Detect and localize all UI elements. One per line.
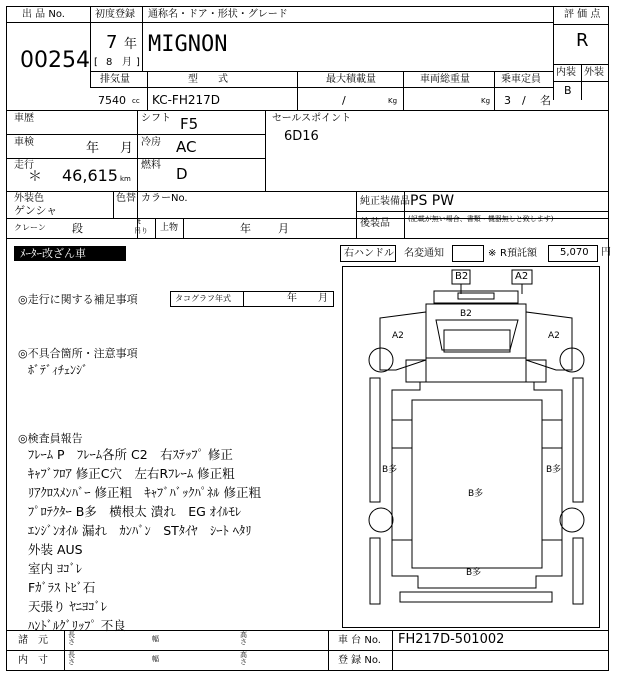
aftermarket-note: (記載が無い場合、書類・機器無しと致します): [408, 215, 554, 223]
damage-b-many-right: B多: [546, 465, 562, 475]
defects-text: ﾎﾞﾃﾞｨﾁｪﾝｼﾞ: [28, 363, 89, 377]
ext-color-label: 外装色: [14, 193, 44, 204]
inspection-label: 車検: [14, 137, 34, 148]
model-name-label: 通称名・ドア・形状・グレード: [148, 9, 288, 20]
divider: [64, 630, 65, 671]
shift-label: シフト: [141, 113, 171, 124]
r-deposit-amount: 5,070: [560, 247, 589, 258]
divider: [90, 71, 553, 72]
damage-a2-left: A2: [392, 331, 404, 341]
inspection-month: 月: [120, 141, 134, 156]
max-load-label: 最大積載量: [326, 74, 376, 85]
fuel-label: 燃料: [141, 160, 161, 171]
width-label: 幅: [152, 635, 159, 643]
first-reg-year: 7: [106, 32, 118, 53]
divider: [392, 630, 393, 671]
inspector-line: ｷｬﾌﾞﾌﾛｱ 修正C穴 左右Rﾌﾚｰﾑ 修正粗: [28, 466, 235, 481]
crane-hanging: 吊り: [134, 227, 148, 235]
damage-a2-right: A2: [548, 331, 560, 341]
tacho-label: タコグラフ年式: [175, 294, 231, 303]
inspector-line: ﾊﾝﾄﾞﾙｸﾞﾘｯﾌﾟ 不良: [28, 618, 126, 633]
reg-label: 登 録 No.: [338, 655, 381, 666]
inspector-title: ◎検査員報告: [18, 432, 83, 445]
meter-tamper-badge: ﾒｰﾀｰ改ざん車: [14, 246, 126, 261]
inspector-line: Fｶﾞﾗｽ ﾄﾋﾞ石: [28, 580, 96, 595]
std-equip: PS PW: [410, 193, 455, 209]
divider: [6, 158, 265, 159]
first-reg-month-bracket-close: ]: [136, 57, 140, 68]
rust-label: ※: [488, 248, 497, 259]
inspector-line: 天張り ﾔﾆﾖｺﾞﾚ: [28, 599, 107, 614]
divider: [6, 110, 609, 111]
ac-label: 冷房: [141, 137, 161, 148]
divider: [142, 6, 143, 71]
divider: [494, 71, 495, 110]
inspector-line: ﾘｱｸﾛｽﾒﾝﾊﾞｰ 修正粗 ｷｬﾌﾞﾊﾞｯｸﾊﾟﾈﾙ 修正粗: [28, 485, 261, 500]
color-no-label: カラーNo.: [141, 193, 188, 204]
damage-b2-cab: B2: [460, 309, 472, 319]
dimensions-label: 諸 元: [18, 635, 48, 646]
damage-b2-top: B2: [455, 271, 469, 282]
divider: [6, 650, 609, 651]
first-reg-month-bracket: [: [94, 57, 98, 68]
mileage-label: 走行: [14, 160, 34, 171]
divider: [553, 24, 609, 25]
shift-value: F5: [180, 115, 199, 133]
divider: [581, 64, 582, 100]
aftermarket-label: 後装品: [360, 218, 390, 229]
inspector-line: ﾌﾚｰﾑ P ﾌﾚｰﾑ各所 C2 右ｽﾃｯﾌﾟ 修正: [28, 447, 233, 462]
interior-grade: B: [564, 84, 572, 97]
height-label: 高さ: [240, 631, 247, 646]
divider: [90, 6, 91, 88]
sales-point-label: セールスポイント: [272, 113, 352, 124]
tacho-month: 月: [318, 293, 328, 304]
upper-month: 月: [278, 222, 289, 235]
chassis-label: 車 台 No.: [338, 635, 381, 646]
first-reg-year-unit: 年: [124, 37, 138, 52]
exterior-grade-label: 外装: [584, 67, 604, 78]
grade-value: R: [576, 30, 589, 51]
inspector-line: 室内 ﾖｺﾞﾚ: [28, 561, 82, 576]
first-reg-month-unit: 月: [122, 57, 132, 68]
sales-point: 6D16: [284, 129, 319, 144]
capacity-slash: /: [522, 94, 526, 107]
max-load-slash: /: [342, 94, 346, 107]
history-label: 車歴: [14, 113, 34, 124]
r-deposit-label: R預託額: [500, 248, 537, 259]
interior-width-label: 幅: [152, 655, 159, 663]
capacity-value: 3: [504, 94, 511, 107]
upper-label: 上物: [160, 223, 179, 233]
inspector-line: 外装 AUS: [28, 542, 83, 557]
model-code: KC-FH217D: [152, 93, 220, 107]
capacity-label: 乗車定員: [501, 74, 541, 85]
name-change-box: [452, 245, 484, 262]
crane-tonnage: t: [138, 218, 141, 226]
length-label: 長さ: [68, 631, 75, 646]
damage-b-many-center: B多: [468, 489, 484, 499]
divider: [553, 81, 609, 82]
divider: [6, 191, 609, 192]
mileage-value: 46,615: [62, 166, 118, 185]
divider: [6, 22, 90, 23]
damage-b-many-left: B多: [382, 465, 398, 475]
divider: [403, 71, 404, 110]
model-name: MIGNON: [148, 32, 228, 57]
crane-label: クレーン: [14, 223, 46, 232]
upper-year: 年: [240, 222, 251, 235]
first-reg-label: 初度登録: [95, 9, 135, 20]
divider: [265, 110, 266, 191]
damage-b-many-rear: B多: [466, 568, 482, 578]
ext-color: ゲンシャ: [14, 204, 58, 217]
chassis-no: FH217D-501002: [398, 632, 505, 647]
lot-no: 00254: [20, 48, 90, 73]
divider: [113, 191, 114, 218]
displacement-unit: cc: [132, 97, 140, 105]
divider: [553, 6, 554, 100]
divider: [147, 71, 148, 110]
std-equip-label: 純正装備品: [360, 196, 410, 207]
defects-title: ◎不具合箇所・注意事項: [18, 347, 138, 360]
capacity-unit: 名: [540, 94, 551, 107]
steering-value: 右ハンドル: [344, 248, 394, 259]
divider: [183, 218, 184, 238]
inspector-line: ｴﾝｼﾞﾝｵｲﾙ 漏れ ｶﾝﾊﾞﾝ STﾀｲﾔ ｼｰﾄ ﾍﾀﾘ: [28, 523, 252, 538]
max-load-unit: Kg: [388, 97, 398, 105]
r-deposit-unit: 円: [601, 247, 611, 258]
damage-a2-top: A2: [515, 271, 529, 282]
supplement-title: ◎走行に関する補足事項: [18, 293, 138, 306]
divider: [90, 22, 553, 23]
divider: [328, 630, 329, 671]
divider: [6, 630, 609, 631]
divider: [6, 238, 609, 239]
interior-grade-label: 内装: [556, 67, 576, 78]
lot-no-label: 出 品 No.: [22, 9, 65, 20]
gvw-unit: Kg: [481, 97, 491, 105]
interior-length-label: 長さ: [68, 651, 75, 666]
gvw-label: 車両総重量: [420, 74, 470, 85]
displacement-value: 7540: [98, 94, 126, 107]
mileage-unit: km: [120, 175, 131, 183]
divider: [243, 291, 244, 307]
fuel-value: D: [176, 165, 188, 183]
divider: [356, 191, 357, 238]
inspection-year: 年: [86, 141, 100, 156]
color-change-label: 色替: [116, 193, 136, 204]
type-label: 型 式: [188, 74, 228, 85]
mileage-prefix: ＊: [28, 169, 42, 185]
divider: [6, 134, 265, 135]
divider: [90, 87, 553, 88]
ac-value: AC: [176, 138, 197, 156]
divider: [297, 71, 298, 110]
divider: [155, 218, 156, 238]
tacho-year: 年: [287, 293, 297, 304]
interior-dim-label: 内 寸: [18, 655, 48, 666]
grade-label: 評 価 点: [564, 9, 601, 20]
divider: [356, 211, 609, 212]
first-reg-month: 8: [106, 57, 113, 68]
name-change-label: 名変通知: [404, 248, 444, 259]
inspector-line: ﾌﾟﾛﾃｸﾀｰ B多 横根太 潰れ EG ｵｲﾙﾓﾚ: [28, 504, 242, 519]
displacement-label: 排気量: [100, 74, 130, 85]
crane-stage: 段: [72, 222, 83, 235]
interior-height-label: 高さ: [240, 651, 247, 666]
